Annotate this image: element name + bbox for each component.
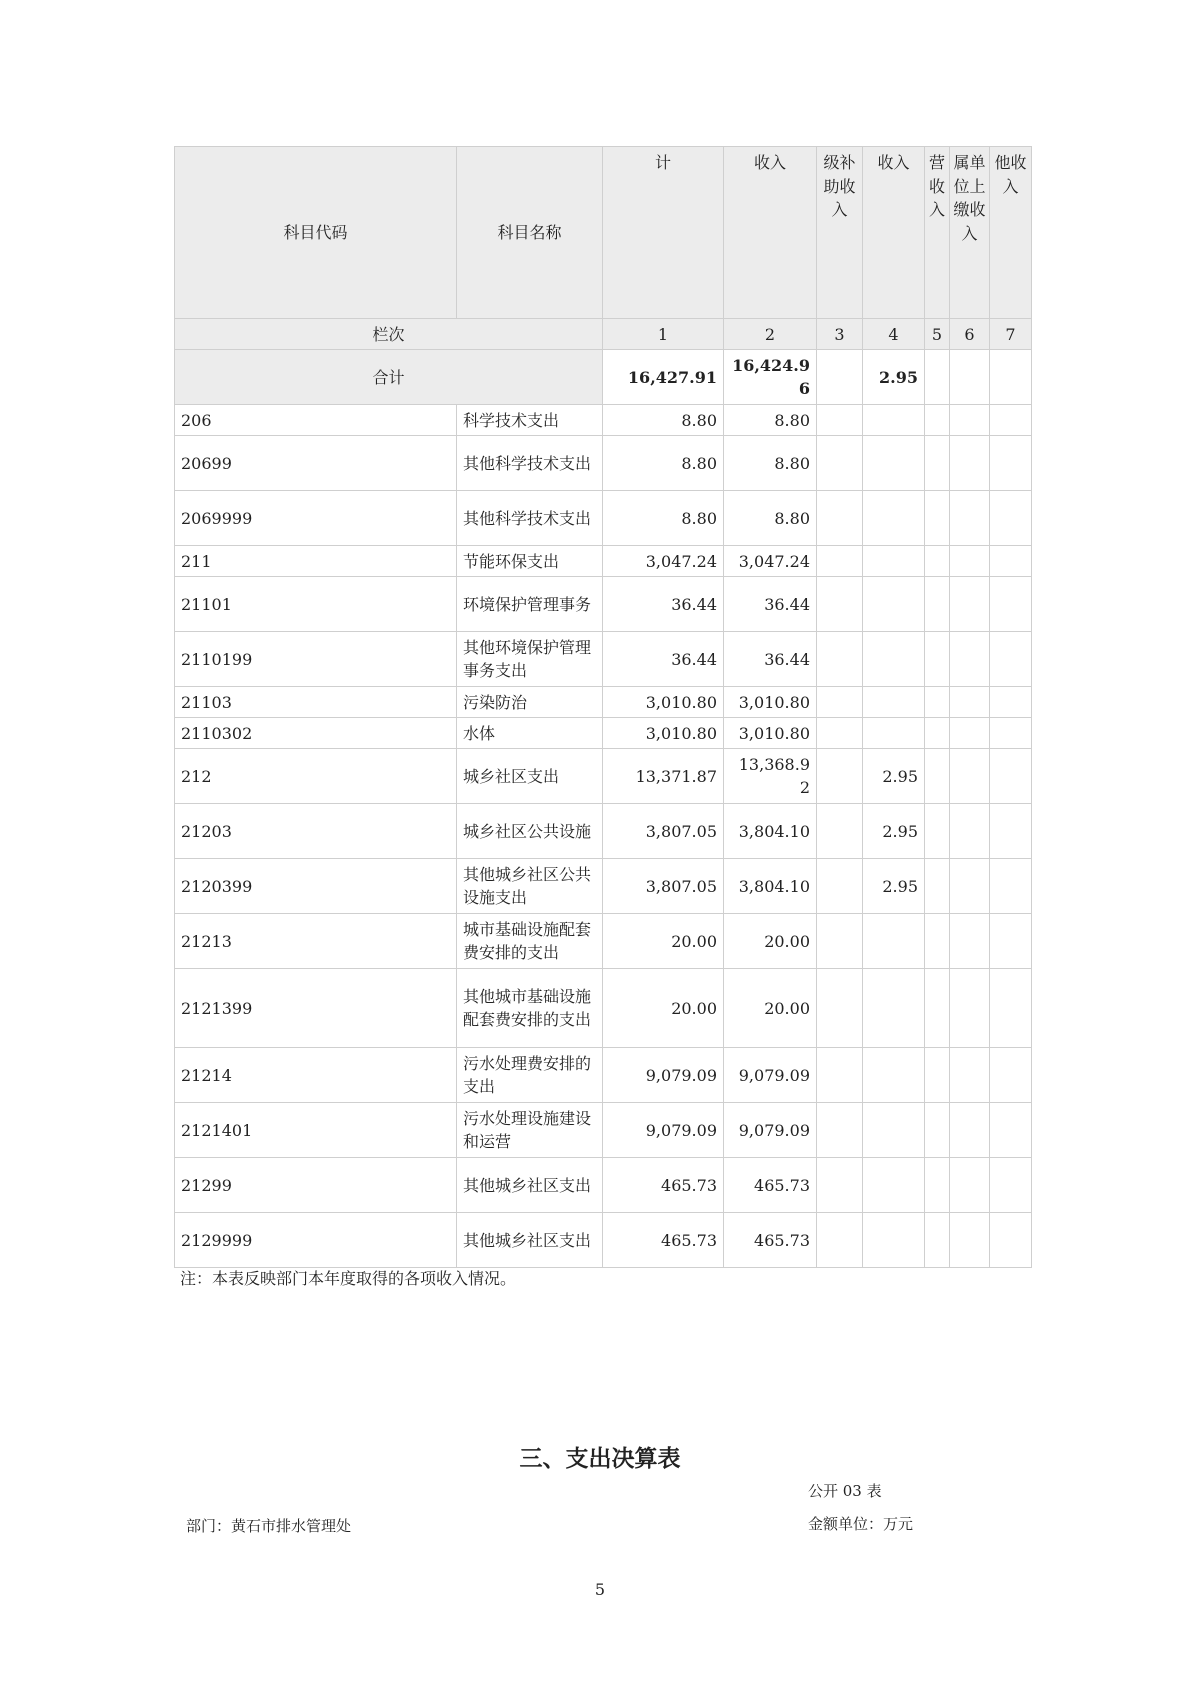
table-row — [175, 804, 1032, 859]
row-col3 — [817, 1158, 863, 1213]
header-col6: 属单位上缴收入 — [950, 147, 990, 319]
row-col4 — [863, 1213, 925, 1268]
header-row — [175, 147, 1032, 319]
row-col6 — [950, 1103, 990, 1158]
row-col2: 8.80 — [724, 405, 817, 436]
column-index-5: 5 — [925, 319, 950, 350]
row-code: 21203 — [175, 804, 457, 859]
row-col4: 2.95 — [863, 804, 925, 859]
row-col2: 465.73 — [724, 1213, 817, 1268]
row-col6 — [950, 749, 990, 804]
row-col1: 465.73 — [603, 1158, 724, 1213]
row-name: 节能环保支出 — [457, 546, 603, 577]
row-code: 212 — [175, 749, 457, 804]
row-col4 — [863, 1103, 925, 1158]
row-col7 — [990, 749, 1032, 804]
row-col7 — [990, 914, 1032, 969]
table-row — [175, 577, 1032, 632]
row-name: 污水处理设施建设和运营 — [457, 1103, 603, 1158]
row-col6 — [950, 632, 990, 687]
row-col6 — [950, 1048, 990, 1103]
row-col2: 465.73 — [724, 1158, 817, 1213]
column-index-3: 3 — [817, 319, 863, 350]
row-col3 — [817, 632, 863, 687]
table-row — [175, 546, 1032, 577]
table-row — [175, 1103, 1032, 1158]
table-row — [175, 1213, 1032, 1268]
row-col1: 3,010.80 — [603, 718, 724, 749]
row-code: 2110302 — [175, 718, 457, 749]
header-col4: 收入 — [863, 147, 925, 319]
table-row — [175, 914, 1032, 969]
column-index-label: 栏次 — [175, 319, 603, 350]
row-col6 — [950, 436, 990, 491]
row-col4: 2.95 — [863, 859, 925, 914]
total-col4: 2.95 — [863, 350, 925, 405]
page-number: 5 — [594, 1580, 606, 1599]
row-col7 — [990, 859, 1032, 914]
row-col5 — [925, 546, 950, 577]
row-col7 — [990, 687, 1032, 718]
row-col5 — [925, 1048, 950, 1103]
row-col7 — [990, 1103, 1032, 1158]
row-col2: 3,010.80 — [724, 718, 817, 749]
row-col3 — [817, 1103, 863, 1158]
table-row — [175, 1158, 1032, 1213]
row-col4 — [863, 632, 925, 687]
row-col2: 3,804.10 — [724, 859, 817, 914]
row-col4 — [863, 405, 925, 436]
row-col6 — [950, 687, 990, 718]
row-name: 污水处理费安排的支出 — [457, 1048, 603, 1103]
row-name: 科学技术支出 — [457, 405, 603, 436]
amount-unit: 金额单位：万元 — [808, 1515, 914, 1533]
row-name: 城市基础设施配套费安排的支出 — [457, 914, 603, 969]
row-col4: 2.95 — [863, 749, 925, 804]
column-index-7: 7 — [990, 319, 1032, 350]
row-col6 — [950, 1213, 990, 1268]
row-col7 — [990, 718, 1032, 749]
row-col7 — [990, 436, 1032, 491]
row-col4 — [863, 914, 925, 969]
row-col2: 3,010.80 — [724, 687, 817, 718]
row-name: 城乡社区公共设施 — [457, 804, 603, 859]
header-col2: 收入 — [724, 147, 817, 319]
row-col3 — [817, 546, 863, 577]
total-col6 — [950, 350, 990, 405]
row-code: 2110199 — [175, 632, 457, 687]
row-col5 — [925, 577, 950, 632]
table-row — [175, 859, 1032, 914]
row-col4 — [863, 436, 925, 491]
row-name: 城乡社区支出 — [457, 749, 603, 804]
row-col5 — [925, 1213, 950, 1268]
row-col1: 36.44 — [603, 632, 724, 687]
row-col3 — [817, 687, 863, 718]
row-col5 — [925, 632, 950, 687]
row-code: 21214 — [175, 1048, 457, 1103]
row-name: 其他科学技术支出 — [457, 436, 603, 491]
row-code: 206 — [175, 405, 457, 436]
row-col1: 20.00 — [603, 914, 724, 969]
row-col3 — [817, 405, 863, 436]
row-col5 — [925, 969, 950, 1048]
row-code: 21103 — [175, 687, 457, 718]
row-col3 — [817, 718, 863, 749]
row-col5 — [925, 687, 950, 718]
row-col1: 3,807.05 — [603, 804, 724, 859]
row-col5 — [925, 436, 950, 491]
row-col6 — [950, 546, 990, 577]
row-col2: 8.80 — [724, 436, 817, 491]
row-col5 — [925, 405, 950, 436]
row-col7 — [990, 405, 1032, 436]
row-col4 — [863, 1158, 925, 1213]
row-col2: 3,804.10 — [724, 804, 817, 859]
row-col3 — [817, 577, 863, 632]
table-row — [175, 687, 1032, 718]
row-col1: 20.00 — [603, 969, 724, 1048]
row-col3 — [817, 436, 863, 491]
row-col2: 20.00 — [724, 914, 817, 969]
row-col6 — [950, 405, 990, 436]
total-col1: 16,427.91 — [603, 350, 724, 405]
row-code: 21213 — [175, 914, 457, 969]
row-col6 — [950, 491, 990, 546]
row-col1: 465.73 — [603, 1213, 724, 1268]
row-col5 — [925, 749, 950, 804]
row-col4 — [863, 546, 925, 577]
table-row — [175, 632, 1032, 687]
column-index-row — [175, 319, 1032, 350]
row-col4 — [863, 1048, 925, 1103]
row-col4 — [863, 491, 925, 546]
row-name: 其他环境保护管理事务支出 — [457, 632, 603, 687]
row-code: 211 — [175, 546, 457, 577]
row-col7 — [990, 491, 1032, 546]
row-name: 其他城乡社区支出 — [457, 1213, 603, 1268]
row-col4 — [863, 577, 925, 632]
row-col1: 36.44 — [603, 577, 724, 632]
column-index-6: 6 — [950, 319, 990, 350]
row-col3 — [817, 491, 863, 546]
row-col1: 3,047.24 — [603, 546, 724, 577]
row-col2: 9,079.09 — [724, 1103, 817, 1158]
row-col6 — [950, 718, 990, 749]
header-name: 科目名称 — [457, 147, 603, 319]
row-col5 — [925, 859, 950, 914]
column-index-4: 4 — [863, 319, 925, 350]
header-col3: 级补助收入 — [817, 147, 863, 319]
row-col4 — [863, 687, 925, 718]
table-row — [175, 491, 1032, 546]
row-name: 其他城乡社区公共设施支出 — [457, 859, 603, 914]
table-row — [175, 405, 1032, 436]
row-col7 — [990, 577, 1032, 632]
row-col1: 3,807.05 — [603, 859, 724, 914]
section-title: 三、支出决算表 — [519, 1446, 681, 1472]
row-code: 2120399 — [175, 859, 457, 914]
row-col3 — [817, 749, 863, 804]
row-col6 — [950, 969, 990, 1048]
row-code: 2069999 — [175, 491, 457, 546]
header-col5: 营收入 — [925, 147, 950, 319]
row-col5 — [925, 1103, 950, 1158]
row-col2: 36.44 — [724, 577, 817, 632]
row-col6 — [950, 577, 990, 632]
row-code: 2121401 — [175, 1103, 457, 1158]
row-col5 — [925, 804, 950, 859]
row-col3 — [817, 804, 863, 859]
row-name: 环境保护管理事务 — [457, 577, 603, 632]
row-col3 — [817, 1213, 863, 1268]
income-table — [174, 146, 1032, 1268]
header-col1: 计 — [603, 147, 724, 319]
row-code: 2129999 — [175, 1213, 457, 1268]
row-col7 — [990, 546, 1032, 577]
row-col2: 8.80 — [724, 491, 817, 546]
row-name: 其他城乡社区支出 — [457, 1158, 603, 1213]
header-code: 科目代码 — [175, 147, 457, 319]
row-col1: 8.80 — [603, 405, 724, 436]
row-col1: 13,371.87 — [603, 749, 724, 804]
row-code: 21299 — [175, 1158, 457, 1213]
row-col2: 3,047.24 — [724, 546, 817, 577]
row-col6 — [950, 914, 990, 969]
row-col7 — [990, 1213, 1032, 1268]
total-col7 — [990, 350, 1032, 405]
row-code: 2121399 — [175, 969, 457, 1048]
row-col4 — [863, 969, 925, 1048]
row-col7 — [990, 632, 1032, 687]
row-col1: 9,079.09 — [603, 1048, 724, 1103]
row-name: 其他城市基础设施配套费安排的支出 — [457, 969, 603, 1048]
row-col7 — [990, 1158, 1032, 1213]
row-col7 — [990, 969, 1032, 1048]
row-code: 21101 — [175, 577, 457, 632]
row-col5 — [925, 491, 950, 546]
column-index-2: 2 — [724, 319, 817, 350]
row-col1: 8.80 — [603, 436, 724, 491]
row-col4 — [863, 718, 925, 749]
row-col7 — [990, 1048, 1032, 1103]
table-row — [175, 749, 1032, 804]
row-col3 — [817, 859, 863, 914]
row-col5 — [925, 914, 950, 969]
row-col5 — [925, 718, 950, 749]
total-col5 — [925, 350, 950, 405]
row-col2: 9,079.09 — [724, 1048, 817, 1103]
row-col5 — [925, 1158, 950, 1213]
table-row — [175, 436, 1032, 491]
row-col2: 36.44 — [724, 632, 817, 687]
table-row — [175, 1048, 1032, 1103]
row-name: 污染防治 — [457, 687, 603, 718]
total-col2: 16,424.96 — [724, 350, 817, 405]
row-col3 — [817, 969, 863, 1048]
row-col6 — [950, 859, 990, 914]
header-col7: 他收入 — [990, 147, 1032, 319]
row-col2: 20.00 — [724, 969, 817, 1048]
form-code: 公开 03 表 — [808, 1482, 882, 1500]
table-row — [175, 718, 1032, 749]
row-col3 — [817, 914, 863, 969]
table-row — [175, 969, 1032, 1048]
row-col6 — [950, 804, 990, 859]
total-label: 合计 — [175, 350, 603, 405]
total-col3 — [817, 350, 863, 405]
row-col1: 8.80 — [603, 491, 724, 546]
row-col1: 9,079.09 — [603, 1103, 724, 1158]
table-note: 注：本表反映部门本年度取得的各项收入情况。 — [180, 1269, 517, 1288]
total-row — [175, 350, 1032, 405]
row-col7 — [990, 804, 1032, 859]
row-col3 — [817, 1048, 863, 1103]
column-index-1: 1 — [603, 319, 724, 350]
row-col6 — [950, 1158, 990, 1213]
row-name: 水体 — [457, 718, 603, 749]
row-code: 20699 — [175, 436, 457, 491]
department-label: 部门：黄石市排水管理处 — [186, 1517, 352, 1535]
row-col1: 3,010.80 — [603, 687, 724, 718]
row-name: 其他科学技术支出 — [457, 491, 603, 546]
row-col2: 13,368.92 — [724, 749, 817, 804]
